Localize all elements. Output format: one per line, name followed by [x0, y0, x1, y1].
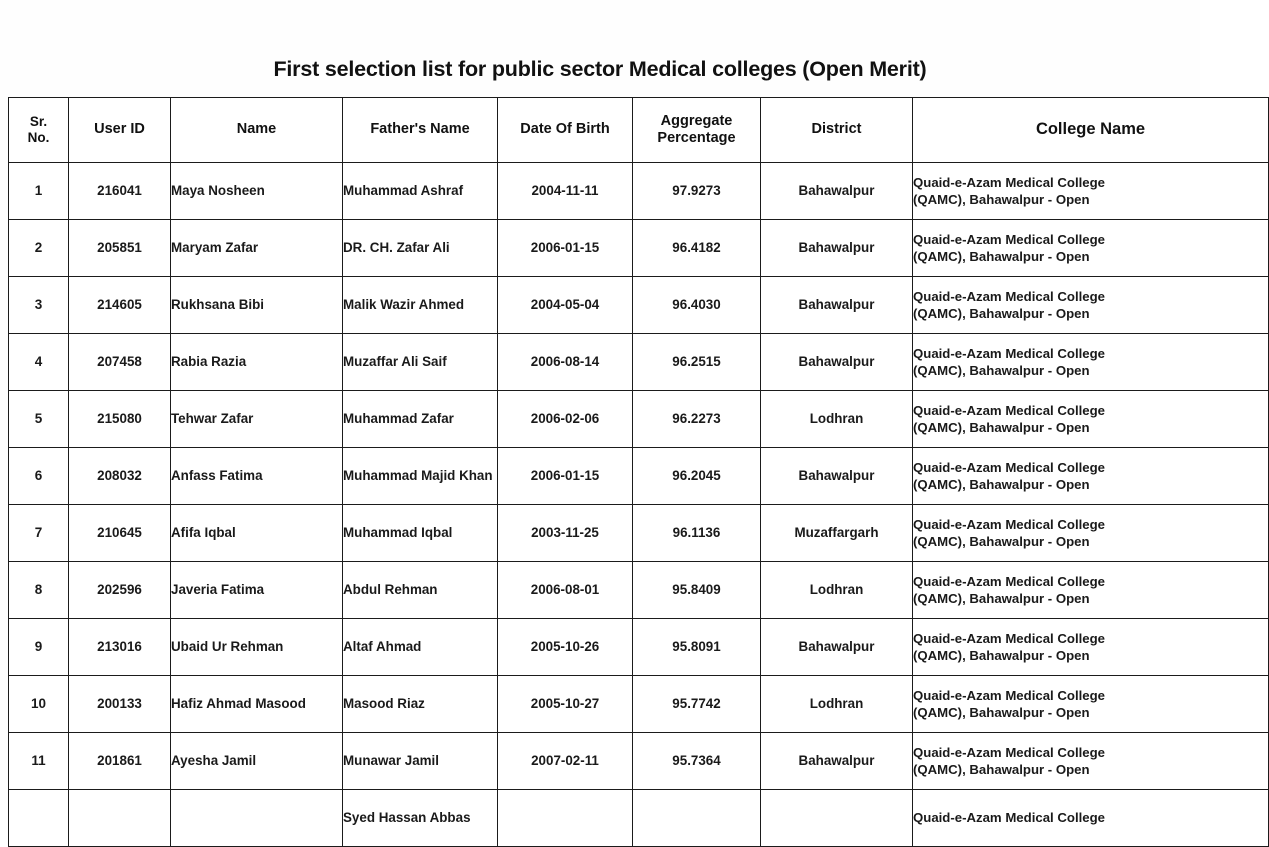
cell-district: Bahawalpur	[761, 733, 913, 790]
page-title: First selection list for public sector Medical colleges (Open Merit)	[273, 57, 927, 81]
table-body	[9, 163, 1269, 847]
cell-date-of-birth: 2003-11-25	[498, 505, 633, 562]
cell-date-of-birth: 2006-01-15	[498, 220, 633, 277]
cell-district: Lodhran	[761, 562, 913, 619]
cell-district: Lodhran	[761, 676, 913, 733]
cell-name: Ayesha Jamil	[171, 733, 343, 790]
cell-name: Rukhsana Bibi	[171, 277, 343, 334]
cell-aggregate-percentage: 96.4182	[633, 220, 761, 277]
cell-district: Bahawalpur	[761, 619, 913, 676]
cell-sr-no: 6	[9, 448, 69, 505]
cell-district: Bahawalpur	[761, 220, 913, 277]
column-header-agg-line2: Percentage	[657, 130, 736, 146]
cell-name: Hafiz Ahmad Masood	[171, 676, 343, 733]
cell-date-of-birth: 2004-05-04	[498, 277, 633, 334]
table-header-row	[9, 98, 1269, 163]
cell-college-line2: (QAMC), Bahawalpur - Open	[913, 306, 1090, 321]
cell-fathers-name: Altaf Ahmad	[343, 619, 498, 676]
cell-college-line2: (QAMC), Bahawalpur - Open	[913, 762, 1090, 777]
cell-user-id	[69, 790, 171, 847]
merit-table	[8, 97, 1269, 847]
table-row	[9, 334, 1269, 391]
cell-college-line1: Quaid-e-Azam Medical College	[913, 345, 1105, 361]
table-row	[9, 790, 1269, 847]
cell-date-of-birth: 2005-10-27	[498, 676, 633, 733]
cell-college-name	[913, 733, 1269, 790]
cell-aggregate-percentage: 96.4030	[633, 277, 761, 334]
cell-name: Rabia Razia	[171, 334, 343, 391]
cell-aggregate-percentage: 97.9273	[633, 163, 761, 220]
cell-college-line2: (QAMC), Bahawalpur - Open	[913, 420, 1090, 435]
cell-name	[171, 790, 343, 847]
cell-user-id: 207458	[69, 334, 171, 391]
cell-college-line2: (QAMC), Bahawalpur - Open	[913, 363, 1090, 378]
cell-date-of-birth: 2007-02-11	[498, 733, 633, 790]
cell-district: Bahawalpur	[761, 163, 913, 220]
cell-fathers-name: Masood Riaz	[343, 676, 498, 733]
cell-name: Afifa Iqbal	[171, 505, 343, 562]
cell-college-line1: Quaid-e-Azam Medical College	[913, 288, 1105, 304]
table-row	[9, 277, 1269, 334]
column-header-aggregate-percentage	[633, 98, 761, 163]
cell-name: Tehwar Zafar	[171, 391, 343, 448]
cell-fathers-name: Syed Hassan Abbas	[343, 790, 498, 847]
cell-aggregate-percentage: 96.1136	[633, 505, 761, 562]
cell-district: Muzaffargarh	[761, 505, 913, 562]
cell-college-name	[913, 391, 1269, 448]
cell-fathers-name: Muhammad Iqbal	[343, 505, 498, 562]
cell-name: Ubaid Ur Rehman	[171, 619, 343, 676]
cell-fathers-name: Muhammad Zafar	[343, 391, 498, 448]
column-header-district: District	[761, 98, 913, 163]
cell-college-line1: Quaid-e-Azam Medical College	[913, 573, 1105, 589]
cell-date-of-birth: 2006-02-06	[498, 391, 633, 448]
cell-sr-no: 7	[9, 505, 69, 562]
cell-name: Maya Nosheen	[171, 163, 343, 220]
cell-college-name	[913, 562, 1269, 619]
cell-college-line2: (QAMC), Bahawalpur - Open	[913, 192, 1090, 207]
cell-district: Lodhran	[761, 391, 913, 448]
column-header-sr-line1: Sr.	[29, 114, 48, 130]
cell-date-of-birth: 2005-10-26	[498, 619, 633, 676]
cell-college-name	[913, 334, 1269, 391]
cell-date-of-birth	[498, 790, 633, 847]
cell-fathers-name: DR. CH. Zafar Ali	[343, 220, 498, 277]
column-header-college-name: College Name	[913, 98, 1269, 163]
cell-college-line2: (QAMC), Bahawalpur - Open	[913, 249, 1090, 264]
cell-district	[761, 790, 913, 847]
cell-date-of-birth: 2006-01-15	[498, 448, 633, 505]
table-row	[9, 562, 1269, 619]
cell-college-line1: Quaid-e-Azam Medical College	[913, 744, 1105, 760]
column-header-fathers-name: Father's Name	[343, 98, 498, 163]
cell-college-line1: Quaid-e-Azam Medical College	[913, 687, 1105, 703]
table-row	[9, 505, 1269, 562]
cell-aggregate-percentage: 95.8409	[633, 562, 761, 619]
table-row	[9, 676, 1269, 733]
column-header-sr-line2: No.	[27, 130, 50, 145]
cell-college-line2: (QAMC), Bahawalpur - Open	[913, 477, 1090, 492]
table-row	[9, 163, 1269, 220]
cell-aggregate-percentage: 96.2045	[633, 448, 761, 505]
cell-user-id: 205851	[69, 220, 171, 277]
column-header-agg-line1: Aggregate	[660, 112, 733, 129]
cell-user-id: 215080	[69, 391, 171, 448]
cell-district: Bahawalpur	[761, 334, 913, 391]
table-row	[9, 220, 1269, 277]
cell-aggregate-percentage: 95.7742	[633, 676, 761, 733]
cell-user-id: 202596	[69, 562, 171, 619]
column-header-name: Name	[171, 98, 343, 163]
cell-sr-no: 11	[9, 733, 69, 790]
table-row	[9, 733, 1269, 790]
cell-college-line2: (QAMC), Bahawalpur - Open	[913, 705, 1090, 720]
cell-user-id: 216041	[69, 163, 171, 220]
cell-user-id: 213016	[69, 619, 171, 676]
cell-fathers-name: Muzaffar Ali Saif	[343, 334, 498, 391]
cell-college-name	[913, 163, 1269, 220]
cell-name: Javeria Fatima	[171, 562, 343, 619]
cell-district: Bahawalpur	[761, 277, 913, 334]
cell-user-id: 201861	[69, 733, 171, 790]
cell-college-name	[913, 220, 1269, 277]
merit-table-container	[8, 97, 1268, 847]
cell-date-of-birth: 2006-08-14	[498, 334, 633, 391]
cell-date-of-birth: 2004-11-11	[498, 163, 633, 220]
table-row	[9, 448, 1269, 505]
cell-college-line1: Quaid-e-Azam Medical College	[913, 402, 1105, 418]
cell-sr-no: 9	[9, 619, 69, 676]
column-header-sr-no	[9, 98, 69, 163]
cell-aggregate-percentage: 95.7364	[633, 733, 761, 790]
cell-sr-no: 10	[9, 676, 69, 733]
table-row	[9, 391, 1269, 448]
cell-sr-no: 3	[9, 277, 69, 334]
cell-aggregate-percentage	[633, 790, 761, 847]
cell-college-name	[913, 790, 1269, 847]
cell-college-line1: Quaid-e-Azam Medical College	[913, 810, 1105, 826]
cell-user-id: 210645	[69, 505, 171, 562]
cell-college-line2: (QAMC), Bahawalpur - Open	[913, 648, 1090, 663]
cell-college-line1: Quaid-e-Azam Medical College	[913, 516, 1105, 532]
table-header	[9, 98, 1269, 163]
cell-fathers-name: Malik Wazir Ahmed	[343, 277, 498, 334]
column-header-user-id: User ID	[69, 98, 171, 163]
cell-fathers-name: Muhammad Majid Khan	[343, 448, 498, 505]
cell-user-id: 208032	[69, 448, 171, 505]
cell-college-name	[913, 619, 1269, 676]
cell-sr-no: 8	[9, 562, 69, 619]
cell-college-name	[913, 676, 1269, 733]
cell-date-of-birth: 2006-08-01	[498, 562, 633, 619]
cell-name: Maryam Zafar	[171, 220, 343, 277]
cell-user-id: 214605	[69, 277, 171, 334]
cell-user-id: 200133	[69, 676, 171, 733]
cell-college-line1: Quaid-e-Azam Medical College	[913, 174, 1105, 190]
cell-college-name	[913, 448, 1269, 505]
cell-college-line1: Quaid-e-Azam Medical College	[913, 630, 1105, 646]
table-row	[9, 619, 1269, 676]
cell-aggregate-percentage: 95.8091	[633, 619, 761, 676]
cell-aggregate-percentage: 96.2273	[633, 391, 761, 448]
cell-fathers-name: Abdul Rehman	[343, 562, 498, 619]
cell-fathers-name: Munawar Jamil	[343, 733, 498, 790]
cell-college-line1: Quaid-e-Azam Medical College	[913, 459, 1105, 475]
cell-college-line2: (QAMC), Bahawalpur - Open	[913, 591, 1090, 606]
cell-district: Bahawalpur	[761, 448, 913, 505]
cell-college-line1: Quaid-e-Azam Medical College	[913, 231, 1105, 247]
cell-sr-no: 4	[9, 334, 69, 391]
column-header-date-of-birth: Date Of Birth	[498, 98, 633, 163]
cell-college-name	[913, 505, 1269, 562]
cell-sr-no: 1	[9, 163, 69, 220]
cell-sr-no	[9, 790, 69, 847]
cell-name: Anfass Fatima	[171, 448, 343, 505]
cell-sr-no: 2	[9, 220, 69, 277]
cell-aggregate-percentage: 96.2515	[633, 334, 761, 391]
cell-fathers-name: Muhammad Ashraf	[343, 163, 498, 220]
cell-college-line2: (QAMC), Bahawalpur - Open	[913, 534, 1090, 549]
cell-sr-no: 5	[9, 391, 69, 448]
cell-college-name	[913, 277, 1269, 334]
